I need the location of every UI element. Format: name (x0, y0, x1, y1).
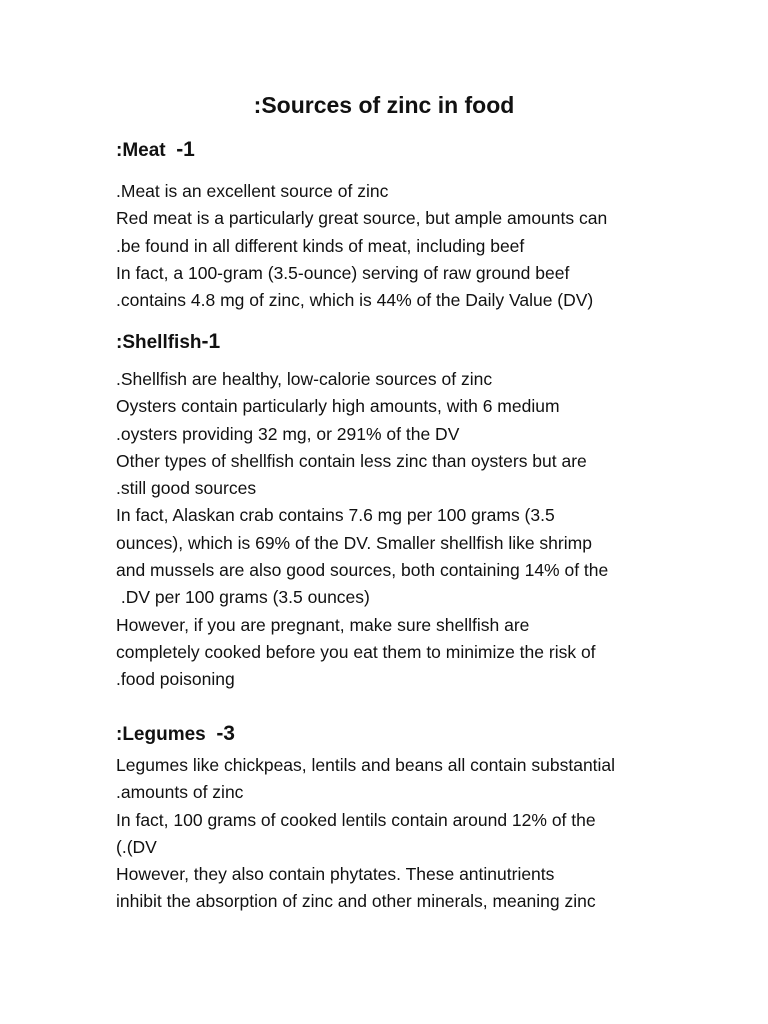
page-title: :Sources of zinc in food (253, 92, 515, 118)
section-heading-number: -1 (176, 138, 195, 161)
section-heading-shellfish (116, 328, 220, 357)
body-line: .be found in all different kinds of meat, including beef (116, 235, 525, 256)
body-line: inhibit the absorption of zinc and other minerals, meaning zinc (116, 891, 596, 912)
body-line: .oysters providing 32 mg, or 291% of the DV (116, 423, 460, 444)
body-line: Red meat is a particularly great source, but ample amounts can (116, 208, 608, 229)
section-heading-number: -1 (201, 330, 221, 353)
body-line: However, if you are pregnant, make sure shellfish are (116, 614, 530, 635)
section-body-meat (116, 178, 676, 314)
section-body-legumes (116, 752, 676, 916)
section-heading-label: :Legumes (116, 724, 206, 745)
body-line: Other types of shellfish contain less zinc than oysters but are (116, 450, 587, 471)
body-line: ounces), which is 69% of the DV. Smaller shellfish like shrimp (116, 532, 592, 553)
body-line: completely cooked before you eat them to minimize the risk of (116, 641, 596, 662)
body-line: However, they also contain phytates. These antinutrients (116, 864, 555, 885)
body-line: .Meat is an excellent source of zinc (116, 181, 389, 201)
body-line: Oysters contain particularly high amounts, with 6 medium (116, 396, 560, 417)
body-line: and mussels are also good sources, both containing 14% of the (116, 560, 609, 581)
body-line: In fact, Alaskan crab contains 7.6 mg per 100 grams (3.5 (116, 505, 555, 526)
body-line: .food poisoning (116, 669, 235, 690)
body-line: (.(DV (116, 836, 157, 857)
section-heading-label: :Shellfish (116, 332, 202, 353)
body-line: Legumes like chickpeas, lentils and beans all contain substantial (116, 755, 616, 775)
body-line: .contains 4.8 mg of zinc, which is 44% of the Daily Value (DV) (116, 290, 594, 311)
body-line: .Shellfish are healthy, low-calorie sources of zinc (116, 369, 493, 389)
section-heading-label: :Meat (116, 140, 166, 161)
body-line: In fact, a 100-gram (3.5-ounce) serving of raw ground beef (116, 262, 570, 283)
body-line: .amounts of zinc (116, 782, 244, 803)
body-line: .still good sources (116, 478, 257, 499)
section-heading-meat (116, 136, 195, 165)
section-heading-number: -3 (216, 722, 235, 745)
body-line: In fact, 100 grams of cooked lentils contain around 12% of the (116, 809, 596, 830)
section-body-shellfish (116, 366, 676, 694)
body-line: .DV per 100 grams (3.5 ounces) (116, 587, 370, 608)
section-heading-legumes (116, 720, 235, 749)
